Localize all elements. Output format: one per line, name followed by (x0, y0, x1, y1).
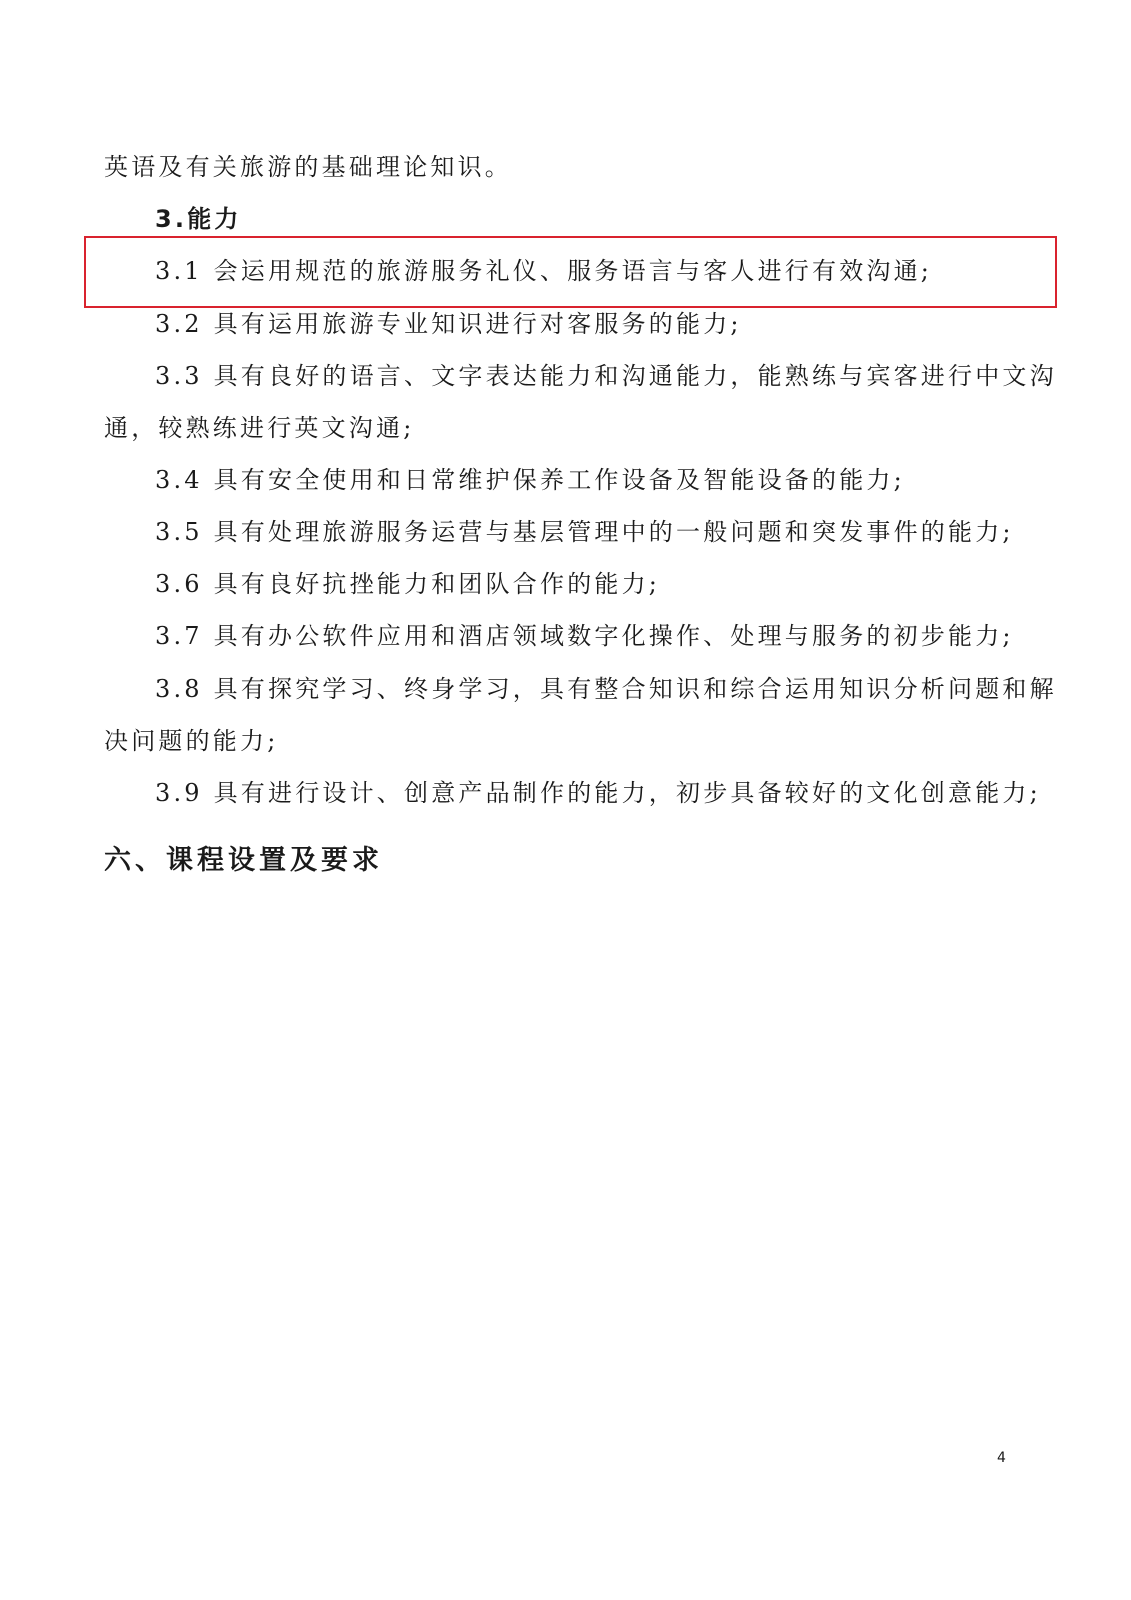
list-item-3-1: 3.1 会运用规范的旅游服务礼仪、服务语言与客人进行有效沟通; (155, 257, 933, 285)
list-item-3-3: 3.3 具有良好的语言、文字表达能力和沟通能力，能熟练与宾客进行中文沟 (155, 362, 1057, 390)
subsection-heading-ability: 3.能力 (155, 205, 242, 233)
section-heading: 六、课程设置及要求 (104, 845, 383, 876)
list-item-3-7: 3.7 具有办公软件应用和酒店领域数字化操作、处理与服务的初步能力; (155, 622, 1014, 650)
list-item-3-6: 3.6 具有良好抗挫能力和团队合作的能力; (155, 570, 661, 598)
list-item-3-8: 3.8 具有探究学习、终身学习，具有整合知识和综合运用知识分析问题和解 (155, 675, 1057, 703)
list-item-3-8-continuation: 决问题的能力; (104, 727, 279, 755)
list-item-3-2: 3.2 具有运用旅游专业知识进行对客服务的能力; (155, 310, 742, 338)
list-item-3-5: 3.5 具有处理旅游服务运营与基层管理中的一般问题和突发事件的能力; (155, 518, 1014, 546)
list-item-3-4: 3.4 具有安全使用和日常维护保养工作设备及智能设备的能力; (155, 466, 905, 494)
paragraph-line-continuation: 英语及有关旅游的基础理论知识。 (104, 153, 512, 181)
page-number: 4 (997, 1450, 1006, 1466)
list-item-3-9: 3.9 具有进行设计、创意产品制作的能力，初步具备较好的文化创意能力; (155, 779, 1041, 807)
list-item-3-3-continuation: 通，较熟练进行英文沟通; (104, 414, 415, 442)
